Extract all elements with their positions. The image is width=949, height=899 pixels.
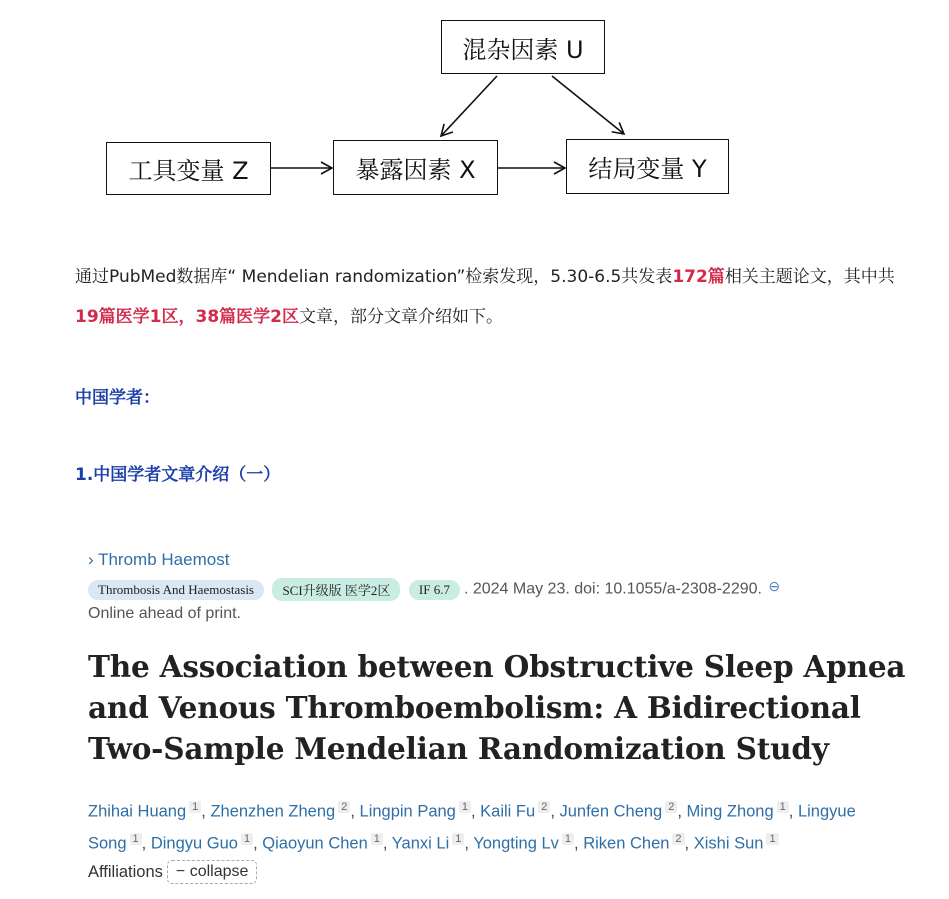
- author-link[interactable]: Dingyu Guo: [150, 834, 238, 852]
- intro-text-3: 文章，部分文章介绍如下。: [298, 307, 503, 327]
- affiliation-marker[interactable]: 1: [452, 833, 464, 845]
- affiliation-marker[interactable]: 1: [241, 833, 253, 845]
- author-link[interactable]: Junfen Cheng: [559, 802, 663, 821]
- journal-name: Thromb Haemost: [98, 550, 230, 569]
- author-link[interactable]: Lingpin Pang: [359, 802, 456, 821]
- if-badge: IF 6.7: [409, 580, 460, 600]
- exposure-box: 暴露因素 X: [333, 140, 498, 195]
- author-link[interactable]: Yanxi Li: [391, 834, 450, 852]
- instrument-box: 工具变量 Z: [106, 142, 271, 195]
- author-link[interactable]: Qiaoyun Chen: [262, 834, 368, 852]
- author-link[interactable]: Xishi Sun: [693, 834, 764, 852]
- author-link[interactable]: Zhenzhen Zheng: [210, 802, 336, 821]
- author-link[interactable]: Zhihai Huang: [88, 802, 187, 821]
- author-link[interactable]: Ming Zhong: [686, 802, 774, 821]
- affiliation-marker[interactable]: 2: [665, 801, 677, 813]
- publication-status: Online ahead of print.: [88, 605, 241, 622]
- author-link[interactable]: Yongting Lv: [473, 834, 559, 852]
- arrow-u-to-y: [552, 76, 624, 134]
- affiliation-marker[interactable]: 1: [766, 833, 778, 845]
- zone-badge: SCI升级版 医学2区: [272, 578, 400, 601]
- count-zones: 19篇医学1区，38篇医学2区: [75, 307, 299, 327]
- collapse-label: collapse: [189, 863, 249, 880]
- author-link[interactable]: Lingyue Song: [88, 802, 856, 852]
- affiliation-marker[interactable]: 1: [562, 833, 574, 845]
- affiliation-marker[interactable]: 1: [189, 801, 201, 813]
- arrow-u-to-x: [441, 76, 497, 136]
- affiliation-marker[interactable]: 1: [130, 833, 142, 845]
- count-total: 172篇: [672, 267, 725, 287]
- journal-link[interactable]: [88, 550, 229, 570]
- citation-text: . 2024 May 23. doi: 10.1055/a-2308-2290.: [463, 580, 762, 598]
- outcome-box: 结局变量 Y: [566, 139, 729, 194]
- chevron-right-icon: ›: [88, 550, 94, 569]
- intro-text-2: 相关主题论文，其中共: [724, 267, 895, 287]
- intro-text-1: 通过PubMed数据库“ Mendelian randomization”检索发现，5.30-6.5共发表: [75, 267, 673, 287]
- affiliation-marker[interactable]: 1: [371, 833, 383, 845]
- author-list: Zhihai Huang $^1$ , Zhenzhen Zheng $^2$ , Lingpin Pang $^1$ , Kaili Fu $^2$ , Junfen Cheng $^2$ , Ming Zhong $^1$ , Lingyue Song $^1$ , Dingyu Guo $^1$ , Qiaoyun Chen $^1$ , Yanxi Li $^1$ , Yongting Lv $^1$ , Riken Chen $^2$ , Xishi Sun $^1$: [88, 801, 856, 852]
- mr-diagram: [0, 0, 949, 215]
- affiliations-row: [88, 860, 257, 884]
- affiliation-marker[interactable]: 1: [459, 801, 471, 813]
- section-heading: 中国学者：: [75, 388, 160, 408]
- author-link[interactable]: Kaili Fu: [480, 802, 536, 821]
- affiliations-label: Affiliations: [88, 862, 163, 881]
- affiliation-marker[interactable]: 1: [777, 801, 789, 813]
- confounder-box: 混杂因素 U: [441, 20, 605, 74]
- intro-paragraph: [75, 257, 910, 337]
- subheading: 1.中国学者文章介绍（一）: [75, 465, 281, 485]
- author-link[interactable]: Riken Chen: [583, 834, 670, 852]
- collapse-button[interactable]: [167, 860, 258, 884]
- citation-line: [88, 578, 780, 601]
- journal-badge: Thrombosis And Haemostasis: [88, 580, 264, 600]
- minus-icon: −: [175, 863, 186, 880]
- article-title: The Association between Obstructive Sleep Apnea and Venous Thromboembolism: A Bidirectional Two-Sample Mendelian Randomization Study: [88, 649, 906, 766]
- affiliation-marker[interactable]: 2: [672, 833, 684, 845]
- scihub-icon[interactable]: ⊖: [768, 578, 781, 594]
- affiliation-marker[interactable]: 2: [538, 801, 550, 813]
- affiliation-marker[interactable]: 2: [338, 801, 350, 813]
